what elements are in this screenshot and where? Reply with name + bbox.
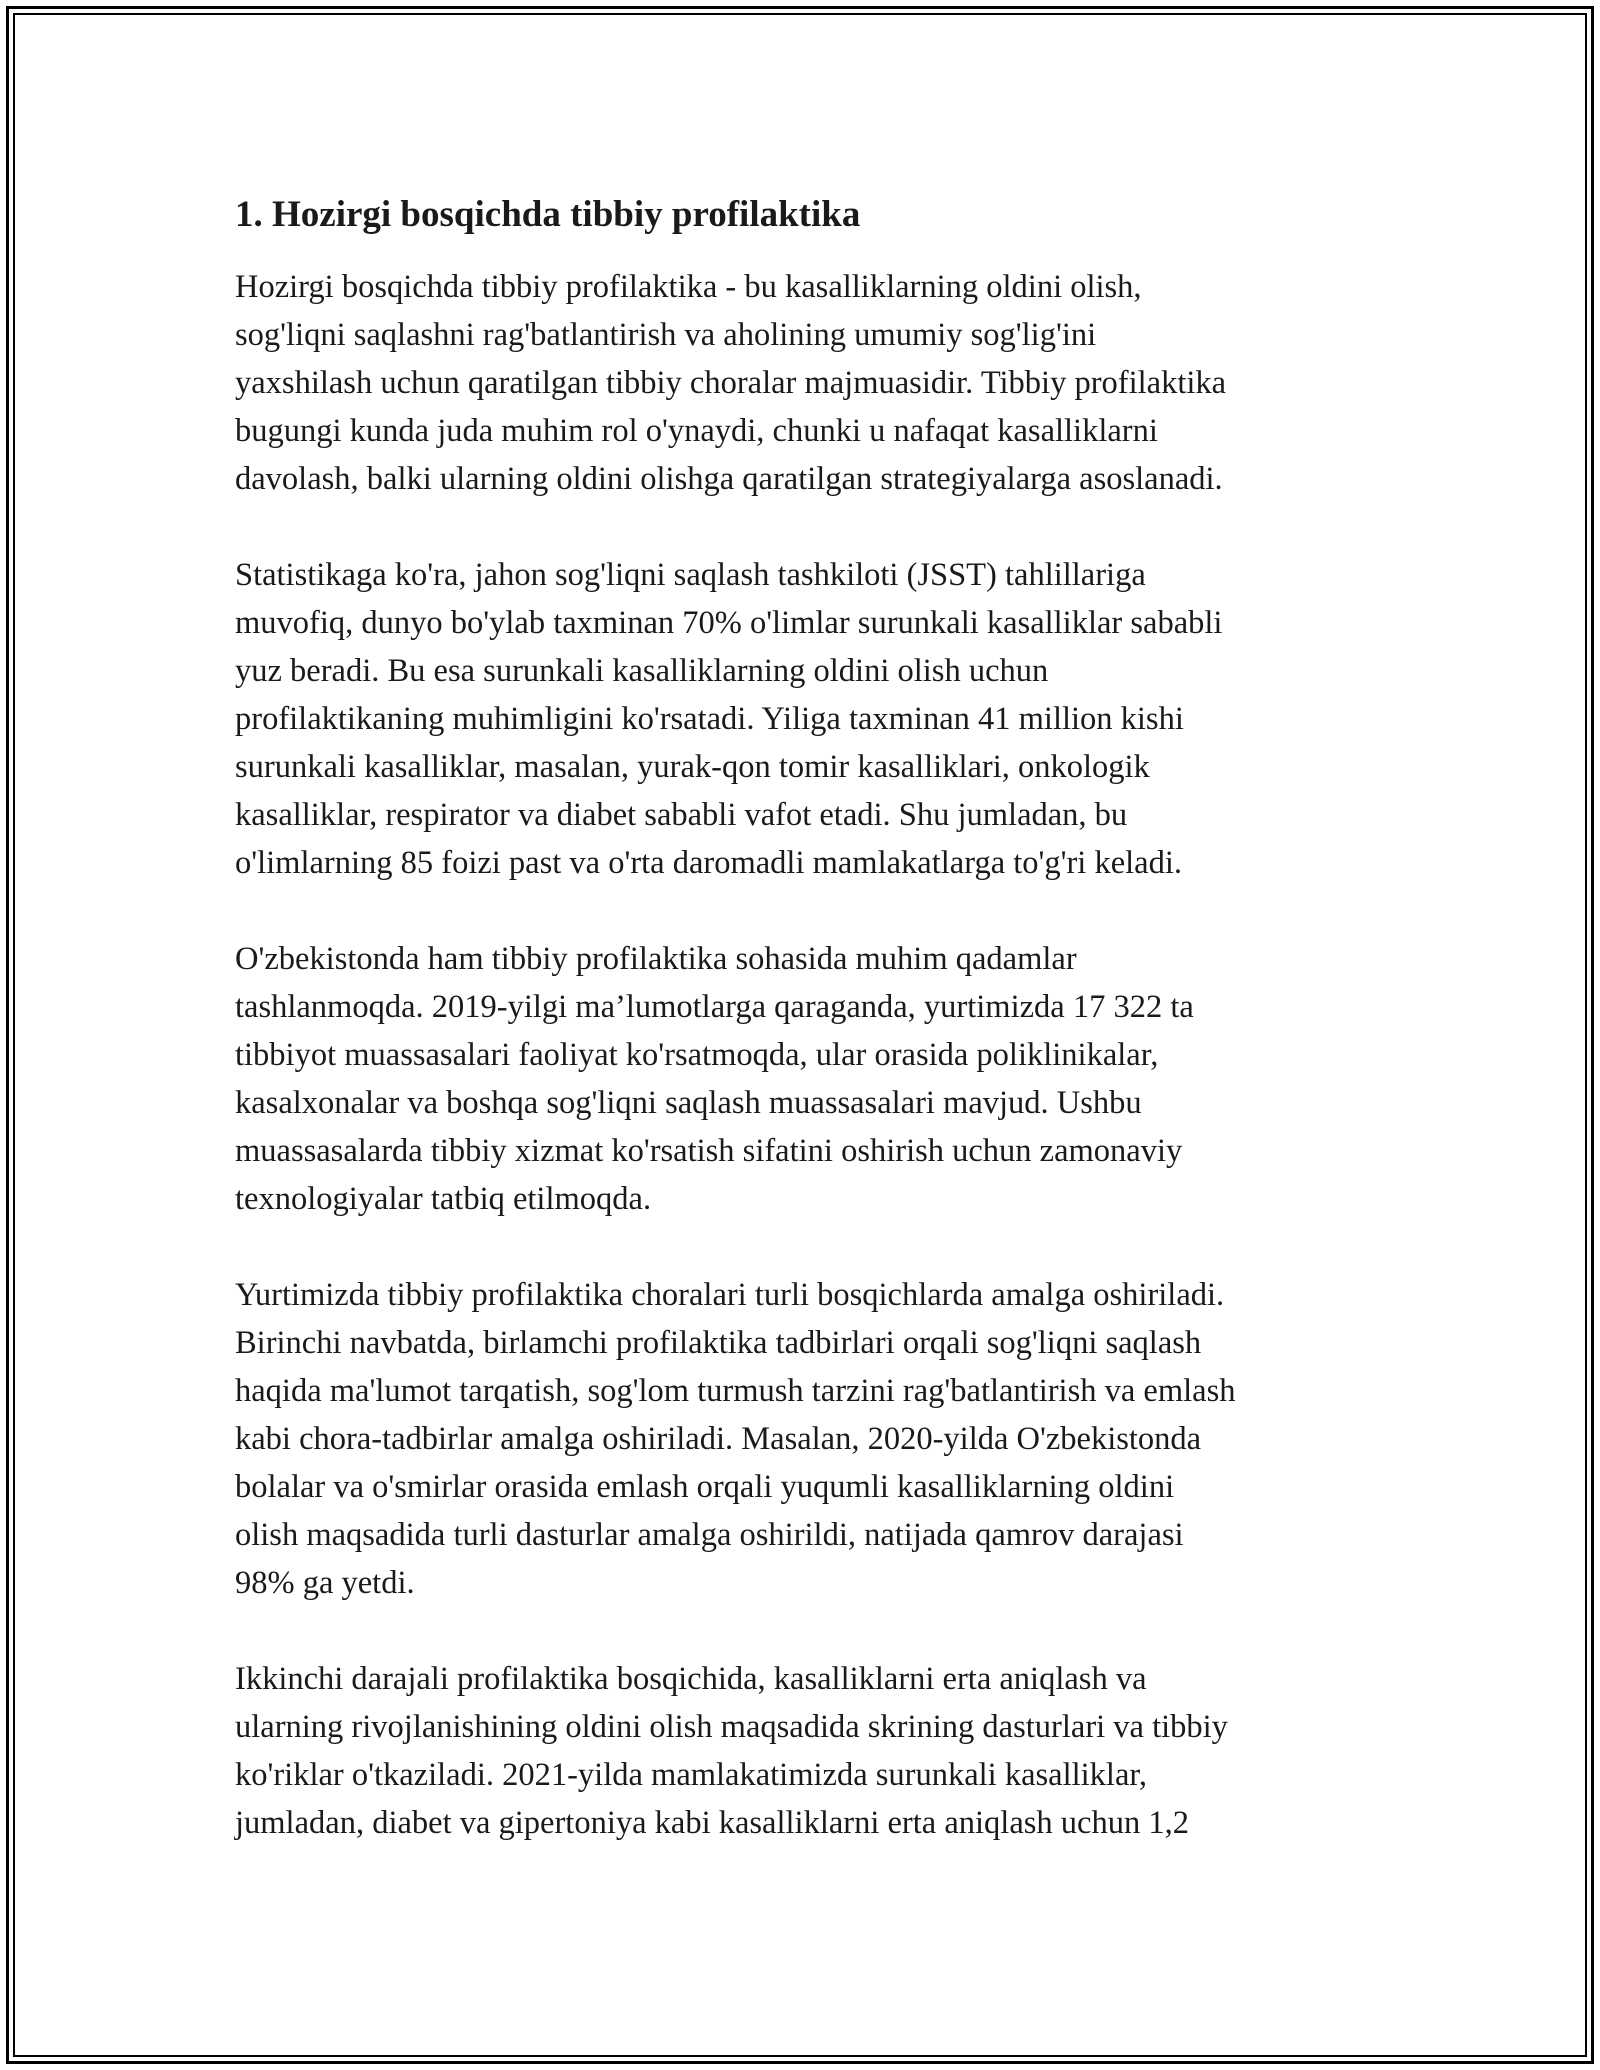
text-line: sog'liqni saqlashni rag'batlantirish va aholining umumiy sog'lig'ini — [235, 317, 1097, 353]
text-line: kasalxonalar va boshqa sog'liqni saqlash muassasalari mavjud. Ushbu — [235, 1085, 1142, 1121]
paragraph — [235, 1271, 1385, 1607]
text-line: surunkali kasalliklar, masalan, yurak-qon tomir kasalliklari, onkologik — [235, 749, 1150, 785]
paragraph — [235, 551, 1385, 887]
text-line: tibbiyot muassasalari faoliyat ko'rsatmoqda, ular orasida poliklinikalar, — [235, 1037, 1159, 1073]
paragraph-list — [235, 263, 1385, 1847]
text-line: O'zbekistonda ham tibbiy profilaktika sohasida muhim qadamlar — [235, 941, 1077, 977]
text-line: kabi chora-tadbirlar amalga oshiriladi. Masalan, 2020-yilda O'zbekistonda — [235, 1421, 1202, 1457]
text-line: ko'riklar o'tkaziladi. 2021-yilda mamlakatimizda surunkali kasalliklar, — [235, 1757, 1148, 1793]
paragraph — [235, 935, 1385, 1223]
text-line: olish maqsadida turli dasturlar amalga oshirildi, natijada qamrov darajasi — [235, 1517, 1184, 1553]
text-line: yuz beradi. Bu esa surunkali kasalliklarning oldini olish uchun — [235, 653, 1049, 689]
text-line: kasalliklar, respirator va diabet sababli vafot etadi. Shu jumladan, bu — [235, 797, 1128, 833]
text-line: muassasalarda tibbiy xizmat ko'rsatish sifatini oshirish uchun zamonaviy — [235, 1133, 1183, 1169]
text-line: jumladan, diabet va gipertoniya kabi kasalliklarni erta aniqlash uchun 1,2 — [235, 1805, 1189, 1841]
text-line: bolalar va o'smirlar orasida emlash orqali yuqumli kasalliklarning oldini — [235, 1469, 1175, 1505]
text-line: muvofiq, dunyo bo'ylab taxminan 70% o'limlar surunkali kasalliklar sababli — [235, 605, 1223, 641]
text-line: Birinchi navbatda, birlamchi profilaktika tadbirlari orqali sog'liqni saqlash — [235, 1325, 1202, 1361]
section-heading: 1. Hozirgi bosqichda tibbiy profilaktika — [235, 194, 861, 235]
text-line: ularning rivojlanishining oldini olish maqsadida skrining dasturlari va tibbiy — [235, 1709, 1228, 1745]
text-line: Yurtimizda tibbiy profilaktika choralari turli bosqichlarda amalga oshiriladi. — [235, 1277, 1225, 1313]
text-line: bugungi kunda juda muhim rol o'ynaydi, chunki u nafaqat kasalliklarni — [235, 413, 1158, 449]
text-line: Ikkinchi darajali profilaktika bosqichida, kasalliklarni erta aniqlash va — [235, 1661, 1147, 1697]
text-line: texnologiyalar tatbiq etilmoqda. — [235, 1181, 652, 1217]
text-line: yaxshilash uchun qaratilgan tibbiy choralar majmuasidir. Tibbiy profilaktika — [235, 365, 1227, 401]
text-line: Hozirgi bosqichda tibbiy profilaktika - bu kasalliklarning oldini olish, — [235, 269, 1142, 305]
text-line: profilaktikaning muhimligini ko'rsatadi. Yiliga taxminan 41 million kishi — [235, 701, 1184, 737]
paragraph — [235, 263, 1385, 503]
text-line: Statistikaga ko'ra, jahon sog'liqni saqlash tashkiloti (JSST) tahlillariga — [235, 557, 1146, 593]
text-line: davolash, balki ularning oldini olishga qaratilgan strategiyalarga asoslanadi. — [235, 461, 1223, 497]
text-line: tashlanmoqda. 2019-yilgi ma’lumotlarga qaraganda, yurtimizda 17 322 ta — [235, 989, 1194, 1025]
document-body — [235, 185, 1385, 1895]
text-line: haqida ma'lumot tarqatish, sog'lom turmush tarzini rag'batlantirish va emlash — [235, 1373, 1236, 1409]
text-line: 98% ga yetdi. — [235, 1565, 415, 1601]
text-line: o'limlarning 85 foizi past va o'rta daromadli mamlakatlarga to'g'ri keladi. — [235, 845, 1182, 881]
paragraph — [235, 1655, 1385, 1847]
